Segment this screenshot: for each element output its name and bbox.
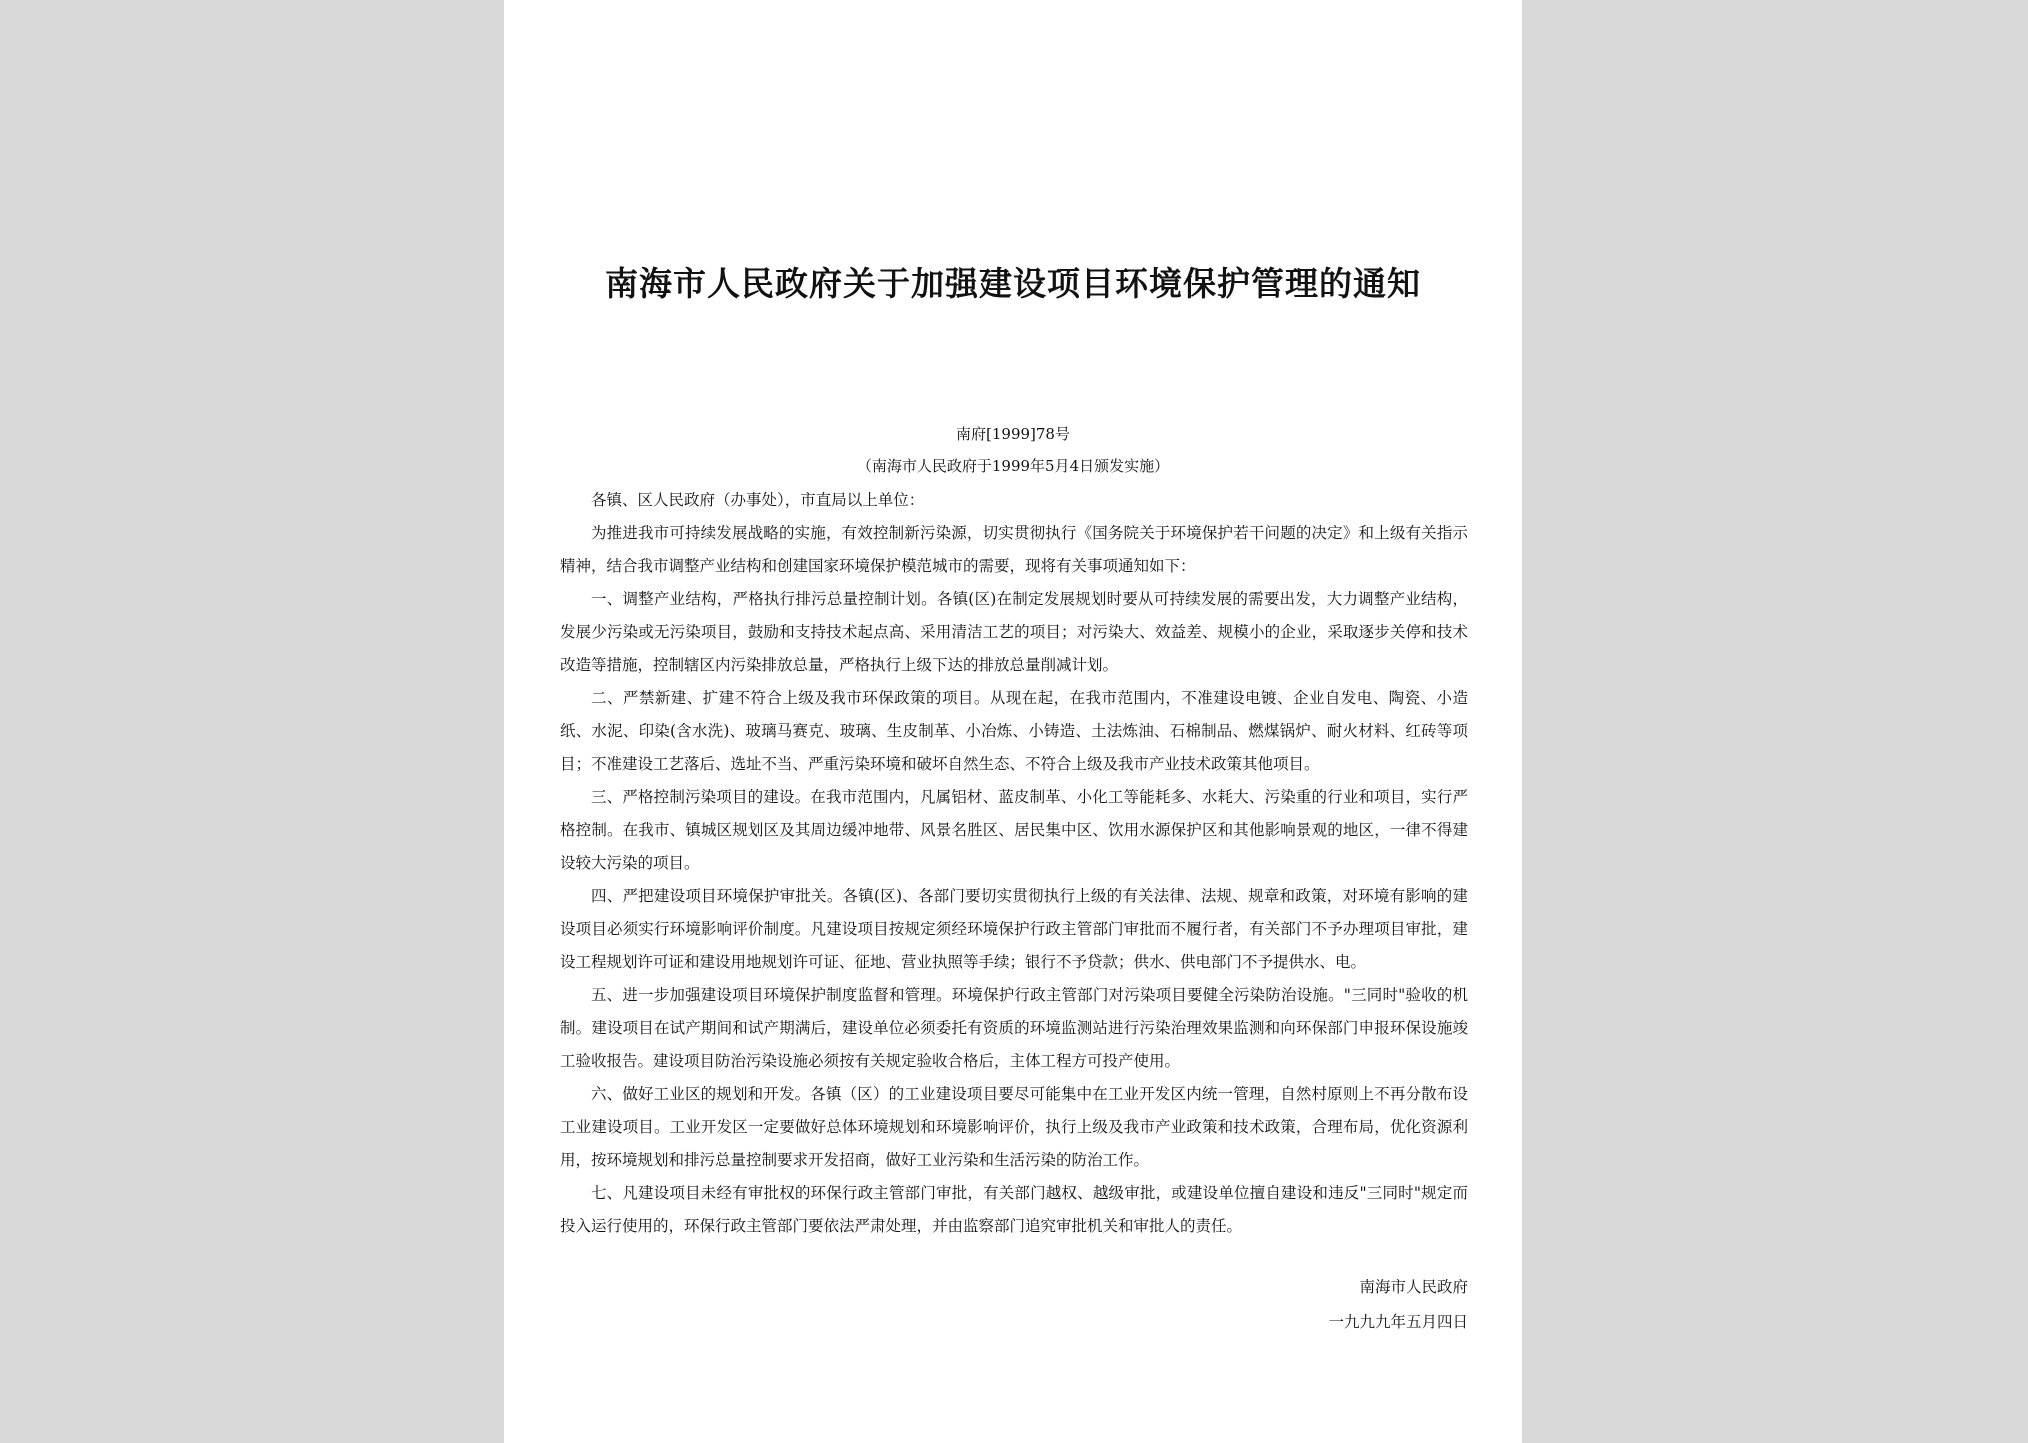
document-page (504, 0, 1522, 1443)
paragraph-item-4: 四、严把建设项目环境保护审批关。各镇(区)、各部门要切实贯彻执行上级的有关法律、法规、规章和政策，对环境有影响的建设项目必须实行环境影响评价制度。凡建设项目按规定须经环境保护行政主管部门审批而不履行者，有关部门不予办理项目审批，建设工程规划许可证和建设用地规划许可证、征地、营业执照等手续；银行不予贷款；供水、供电部门不予提供水、电。 (560, 887, 1468, 971)
paragraph-item-1: 一、调整产业结构，严格执行排污总量控制计划。各镇(区)在制定发展规划时要从可持续发展的需要出发，大力调整产业结构，发展少污染或无污染项目，鼓励和支持技术起点高、采用清洁工艺的项目；对污染大、效益差、规模小的企业，采取逐步关停和技术改造等措施，控制辖区内污染排放总量，严格执行上级下达的排放总量削减计划。 (560, 590, 1468, 674)
document-title: 南海市人民政府关于加强建设项目环境保护管理的通知 (605, 264, 1421, 303)
paragraph-item-6: 六、做好工业区的规划和开发。各镇（区）的工业建设项目要尽可能集中在工业开发区内统一管理，自然村原则上不再分散布设工业建设项目。工业开发区一定要做好总体环境规划和环境影响评价，执行上级及我市产业政策和技术政策，合理布局，优化资源利用，按环境规划和排污总量控制要求开发招商，做好工业污染和生活污染的防治工作。 (560, 1085, 1468, 1169)
paragraph-item-7: 七、凡建设项目未经有审批权的环保行政主管部门审批，有关部门越权、越级审批，或建设单位擅自建设和违反"三同时"规定而投入运行使用的，环保行政主管部门要依法严肃处理，并由监察部门追究审批机关和审批人的责任。 (560, 1184, 1468, 1235)
paragraph-intro: 为推进我市可持续发展战略的实施，有效控制新污染源，切实贯彻执行《国务院关于环境保护若干问题的决定》和上级有关指示精神，结合我市调整产业结构和创建国家环境保护模范城市的需要，现将有关事项通知如下： (560, 524, 1468, 575)
document-body (560, 484, 1468, 1243)
issued-note: （南海市人民政府于1999年5月4日颁发实施） (856, 457, 1170, 475)
paragraph-item-3: 三、严格控制污染项目的建设。在我市范围内，凡属铝材、蓝皮制革、小化工等能耗多、水耗大、污染重的行业和项目，实行严格控制。在我市、镇城区规划区及其周边缓冲地带、风景名胜区、居民集中区、饮用水源保护区和其他影响景观的地区，一律不得建设较大污染的项目。 (560, 788, 1468, 872)
paragraph-item-2: 二、严禁新建、扩建不符合上级及我市环保政策的项目。从现在起，在我市范围内，不准建设电镀、企业自发电、陶瓷、小造纸、水泥、印染(含水洗)、玻璃马赛克、玻璃、生皮制革、小冶炼、小铸造、土法炼油、石棉制品、燃煤锅炉、耐火材料、红砖等项目；不准建设工艺落后、选址不当、严重污染环境和破坏自然生态、不符合上级及我市产业技术政策其他项目。 (560, 689, 1468, 773)
document-number: 南府[1999]78号 (956, 425, 1070, 443)
paragraph-item-5: 五、进一步加强建设项目环境保护制度监督和管理。环境保护行政主管部门对污染项目要健全污染防治设施。"三同时"验收的机制。建设项目在试产期间和试产期满后，建设单位必须委托有资质的环境监测站进行污染治理效果监测和向环保部门申报环保设施竣工验收报告。建设项目防治污染设施必须按有关规定验收合格后，主体工程方可投产使用。 (560, 986, 1468, 1070)
signature-date: 一九九九年五月四日 (1328, 1313, 1468, 1331)
signature-organization: 南海市人民政府 (1359, 1278, 1468, 1296)
salutation: 各镇、区人民政府（办事处），市直局以上单位： (591, 491, 925, 509)
